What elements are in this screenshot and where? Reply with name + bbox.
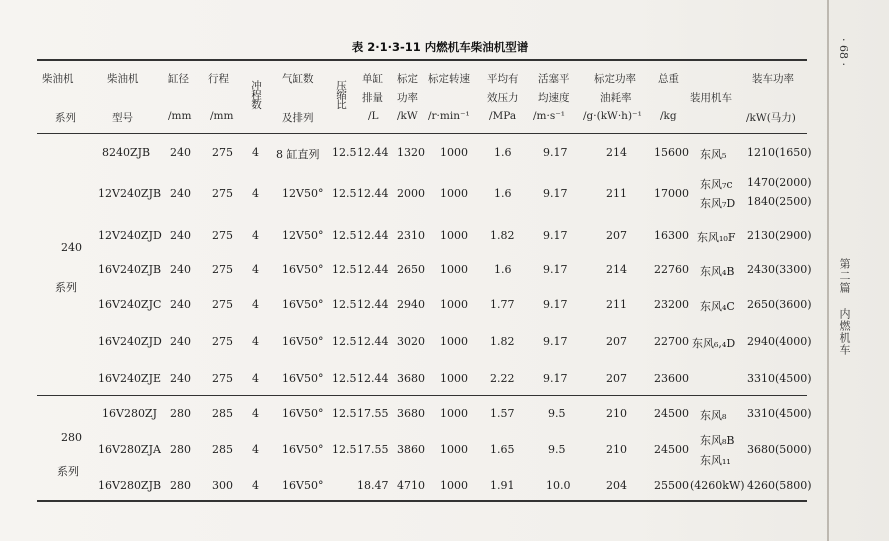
header-loco-power: 装车功率 — [752, 73, 794, 85]
cell-bmep: 1.77 — [490, 298, 515, 311]
cell-weight: 22700 — [654, 335, 689, 348]
cell-power: 3680 — [397, 372, 425, 385]
cell-cylinders: 16V50° — [282, 407, 324, 420]
cell-bmep: 1.57 — [490, 407, 515, 420]
cell-loco-power: 3310(4500) — [747, 372, 812, 385]
cell-compression-ratio: 12.5 — [332, 229, 357, 242]
cell-weight: 15600 — [654, 146, 689, 159]
table-top-rule — [37, 59, 807, 61]
cell-power: 3680 — [397, 407, 425, 420]
header-bottom-rule — [37, 133, 807, 134]
cell-strokes: 4 — [252, 407, 259, 420]
cell-piston-speed: 9.5 — [548, 407, 566, 420]
cell-weight: 16300 — [654, 229, 689, 242]
cell-model: 16V240ZJC — [98, 298, 162, 311]
cell-speed: 1000 — [440, 263, 468, 276]
cell-displacement: 12.44 — [357, 335, 389, 348]
cell-cylinders: 16V50° — [282, 479, 324, 492]
cell-bore: 280 — [170, 407, 191, 420]
cell-locomotive: 东风₇c — [700, 178, 733, 191]
cell-fuel-rate: 214 — [606, 146, 627, 159]
cell-bmep: 1.6 — [494, 187, 512, 200]
cell-compression-ratio: 12.5 — [332, 372, 357, 385]
cell-loco-power: 3680(5000) — [747, 443, 812, 456]
cell-bore: 240 — [170, 146, 191, 159]
cell-locomotive: 东风₈ — [700, 409, 727, 422]
header-cylinders-2: 及排列 — [282, 112, 314, 124]
header-strokes: 冲程数 — [250, 80, 262, 109]
cell-locomotive: 东风₁₀F — [697, 231, 736, 244]
cell-locomotive-2: 东风₇D — [700, 197, 736, 210]
header-bore: 缸径 — [168, 73, 189, 85]
header-series-2: 系列 — [55, 112, 76, 124]
cell-strokes: 4 — [252, 187, 259, 200]
cell-compression-ratio: 12.5 — [332, 187, 357, 200]
header-bore-2: /mm — [168, 110, 192, 122]
header-power: 标定 — [397, 73, 418, 85]
cell-power: 2940 — [397, 298, 425, 311]
cell-power: 3860 — [397, 443, 425, 456]
header-model: 柴油机 — [107, 73, 139, 85]
header-speed: 标定转速 — [428, 73, 470, 85]
header-fuel-rate-3: /g·(kW·h)⁻¹ — [583, 110, 642, 122]
header-displacement: 单缸 — [362, 73, 383, 85]
cell-bmep: 1.6 — [494, 263, 512, 276]
cell-model: 8240ZJB — [102, 146, 151, 159]
cell-stroke: 275 — [212, 263, 233, 276]
cell-speed: 1000 — [440, 298, 468, 311]
cell-displacement: 12.44 — [357, 146, 389, 159]
cell-displacement: 17.55 — [357, 443, 389, 456]
table-title: 表 2·1·3-11 内燃机车柴油机型谱 — [351, 40, 529, 54]
cell-fuel-rate: 211 — [606, 298, 627, 311]
header-piston-speed-3: /m·s⁻¹ — [533, 110, 565, 122]
cell-locomotive: 东风₈B — [700, 434, 735, 447]
cell-model: 16V240ZJD — [98, 335, 162, 348]
cell-loco-power: 2650(3600) — [747, 298, 812, 311]
header-cylinders: 气缸数 — [282, 73, 314, 85]
cell-displacement: 12.44 — [357, 372, 389, 385]
cell-power: 2310 — [397, 229, 425, 242]
cell-displacement: 12.44 — [357, 187, 389, 200]
cell-cylinders: 8 缸直列 — [276, 148, 320, 161]
cell-compression-ratio: 12.5 — [332, 146, 357, 159]
header-bmep-3: /MPa — [489, 110, 517, 122]
cell-compression-ratio: 12.5 — [332, 335, 357, 348]
cell-displacement: 12.44 — [357, 229, 389, 242]
cell-displacement: 18.47 — [357, 479, 389, 492]
cell-bore: 240 — [170, 335, 191, 348]
cell-cylinders: 12V50° — [282, 187, 324, 200]
cell-speed: 1000 — [440, 479, 468, 492]
chapter-label: 第二篇 内燃机车 — [838, 258, 851, 356]
cell-bmep: 1.91 — [490, 479, 515, 492]
cell-fuel-rate: 214 — [606, 263, 627, 276]
cell-cylinders: 16V50° — [282, 443, 324, 456]
cell-cylinders: 12V50° — [282, 229, 324, 242]
cell-strokes: 4 — [252, 229, 259, 242]
cell-model: 16V280ZJB — [98, 479, 162, 492]
cell-stroke: 275 — [212, 229, 233, 242]
cell-locomotive: 东风₄C — [700, 300, 735, 313]
cell-cylinders: 16V50° — [282, 298, 324, 311]
cell-weight: 25500 — [654, 479, 689, 492]
header-model-2: 型号 — [112, 112, 133, 124]
cell-weight: 23200 — [654, 298, 689, 311]
cell-fuel-rate: 207 — [606, 372, 627, 385]
cell-compression-ratio: 12.5 — [332, 298, 357, 311]
cell-loco-power: 2940(4000) — [747, 335, 812, 348]
cell-stroke: 300 — [212, 479, 233, 492]
cell-weight: 24500 — [654, 443, 689, 456]
cell-speed: 1000 — [440, 146, 468, 159]
header-stroke-2: /mm — [210, 110, 234, 122]
cell-piston-speed: 9.17 — [543, 146, 568, 159]
cell-weight: 23600 — [654, 372, 689, 385]
cell-fuel-rate: 210 — [606, 443, 627, 456]
cell-model: 12V240ZJB — [98, 187, 162, 200]
cell-speed: 1000 — [440, 229, 468, 242]
cell-speed: 1000 — [440, 187, 468, 200]
cell-locomotive: 东风₅ — [700, 148, 727, 161]
cell-power: 3020 — [397, 335, 425, 348]
cell-bore: 240 — [170, 298, 191, 311]
header-stroke: 行程 — [208, 73, 229, 85]
cell-locomotive: 东风₆,₄D — [692, 337, 736, 350]
cell-loco-power: 3310(4500) — [747, 407, 812, 420]
cell-stroke: 275 — [212, 372, 233, 385]
cell-piston-speed: 9.17 — [543, 187, 568, 200]
cell-locomotive: 东风₄B — [700, 265, 735, 278]
cell-bmep: 1.65 — [490, 443, 515, 456]
cell-compression-ratio: 12.5 — [332, 407, 357, 420]
header-weight: 总重 — [658, 73, 679, 85]
cell-power: 4710 — [397, 479, 425, 492]
header-series: 柴油机 — [42, 73, 74, 85]
cell-stroke: 285 — [212, 407, 233, 420]
cell-power: 1320 — [397, 146, 425, 159]
cell-compression-ratio: 12.5 — [332, 263, 357, 276]
cell-displacement: 12.44 — [357, 263, 389, 276]
cell-model: 16V280ZJ — [102, 407, 157, 420]
cell-speed: 1000 — [440, 407, 468, 420]
cell-stroke: 275 — [212, 187, 233, 200]
header-weight-2: /kg — [660, 110, 677, 122]
header-locomotive: 装用机车 — [690, 92, 732, 104]
cell-piston-speed: 9.5 — [548, 443, 566, 456]
cell-piston-speed: 10.0 — [546, 479, 571, 492]
header-piston-speed-2: 均速度 — [538, 92, 570, 104]
cell-weight: 22760 — [654, 263, 689, 276]
cell-fuel-rate: 207 — [606, 335, 627, 348]
cell-loco-power: 2430(3300) — [747, 263, 812, 276]
cell-strokes: 4 — [252, 372, 259, 385]
cell-weight: 24500 — [654, 407, 689, 420]
page-edge-bar — [827, 0, 829, 541]
cell-bore: 240 — [170, 263, 191, 276]
cell-fuel-rate: 211 — [606, 187, 627, 200]
cell-displacement: 17.55 — [357, 407, 389, 420]
header-piston-speed: 活塞平 — [538, 73, 570, 85]
header-bmep-2: 效压力 — [487, 92, 519, 104]
cell-bmep: 1.6 — [494, 146, 512, 159]
cell-bore: 280 — [170, 443, 191, 456]
header-fuel-rate-2: 油耗率 — [600, 92, 632, 104]
cell-loco-power-2: 1840(2500) — [747, 195, 812, 208]
cell-weight: 17000 — [654, 187, 689, 200]
cell-model: 16V240ZJE — [98, 372, 162, 385]
cell-strokes: 4 — [252, 146, 259, 159]
cell-bore: 240 — [170, 372, 191, 385]
cell-fuel-rate: 210 — [606, 407, 627, 420]
cell-compression-ratio: 12.5 — [332, 443, 357, 456]
header-fuel-rate: 标定功率 — [594, 73, 636, 85]
table-bottom-rule — [37, 500, 807, 502]
cell-displacement: 12.44 — [357, 298, 389, 311]
cell-stroke: 285 — [212, 443, 233, 456]
cell-stroke: 275 — [212, 146, 233, 159]
cell-loco-power: 4260(5800) — [747, 479, 812, 492]
cell-bmep: 1.82 — [490, 229, 515, 242]
cell-strokes: 4 — [252, 335, 259, 348]
cell-loco-power: 1470(2000) — [747, 176, 812, 189]
group-240-label-2: 系列 — [55, 281, 77, 294]
cell-strokes: 4 — [252, 479, 259, 492]
group-divider-rule — [37, 395, 807, 396]
header-displacement-3: /L — [368, 110, 379, 122]
cell-piston-speed: 9.17 — [543, 372, 568, 385]
header-compression-ratio: 压缩比 — [335, 80, 347, 109]
header-loco-power-2: /kW(马力) — [746, 112, 796, 124]
group-280-label-2: 系列 — [57, 465, 79, 478]
header-power-2: 功率 — [397, 92, 418, 104]
cell-speed: 1000 — [440, 335, 468, 348]
group-280-label: 280 — [61, 431, 82, 444]
cell-bore: 240 — [170, 229, 191, 242]
cell-model: 12V240ZJD — [98, 229, 162, 242]
cell-cylinders: 16V50° — [282, 372, 324, 385]
cell-power: 2000 — [397, 187, 425, 200]
cell-fuel-rate: 204 — [606, 479, 627, 492]
cell-bmep: 1.82 — [490, 335, 515, 348]
cell-cylinders: 16V50° — [282, 335, 324, 348]
cell-cylinders: 16V50° — [282, 263, 324, 276]
group-240-label: 240 — [61, 241, 82, 254]
cell-strokes: 4 — [252, 263, 259, 276]
cell-piston-speed: 9.17 — [543, 335, 568, 348]
cell-bore: 240 — [170, 187, 191, 200]
header-power-3: /kW — [397, 110, 418, 122]
cell-strokes: 4 — [252, 298, 259, 311]
cell-model: 16V280ZJA — [98, 443, 161, 456]
cell-locomotive-2: 东风₁₁ — [700, 454, 731, 467]
cell-fuel-rate: 207 — [606, 229, 627, 242]
cell-stroke: 275 — [212, 335, 233, 348]
cell-loco-power: 1210(1650) — [747, 146, 812, 159]
header-speed-2: /r·min⁻¹ — [428, 110, 470, 122]
cell-piston-speed: 9.17 — [543, 263, 568, 276]
cell-piston-speed: 9.17 — [543, 298, 568, 311]
cell-stroke: 275 — [212, 298, 233, 311]
cell-power: 2650 — [397, 263, 425, 276]
header-bmep: 平均有 — [487, 73, 519, 85]
cell-locomotive: (4260kW) — [690, 479, 745, 492]
cell-speed: 1000 — [440, 372, 468, 385]
page-number: · 68 · — [837, 38, 850, 66]
cell-model: 16V240ZJB — [98, 263, 162, 276]
cell-bmep: 2.22 — [490, 372, 515, 385]
cell-loco-power: 2130(2900) — [747, 229, 812, 242]
cell-piston-speed: 9.17 — [543, 229, 568, 242]
cell-strokes: 4 — [252, 443, 259, 456]
cell-speed: 1000 — [440, 443, 468, 456]
header-displacement-2: 排量 — [362, 92, 383, 104]
cell-bore: 280 — [170, 479, 191, 492]
